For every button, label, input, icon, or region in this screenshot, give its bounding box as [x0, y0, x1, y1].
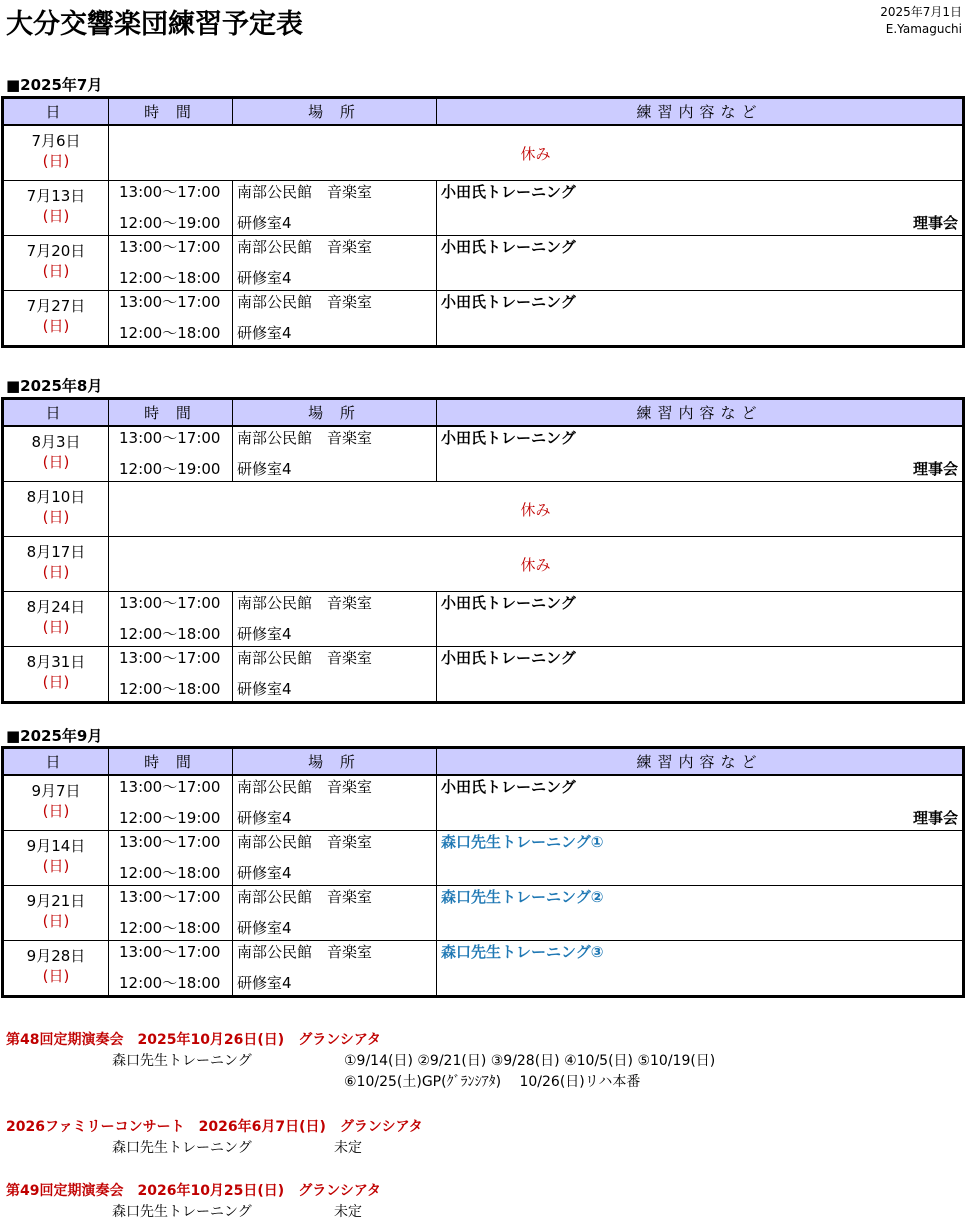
time-cell	[109, 236, 233, 291]
time-cell	[109, 886, 233, 941]
section-label: ■2025年8月	[6, 377, 103, 395]
date-text: 9月14日	[26, 837, 86, 855]
date-text: 7月20日	[26, 242, 86, 260]
training-text: 小田氏トレーニング	[441, 778, 576, 796]
training-text: 小田氏トレーニング	[441, 293, 576, 311]
rest-cell: 休み	[109, 482, 964, 537]
time-start: 13:00～17:00	[119, 238, 221, 256]
place-cell	[233, 181, 437, 236]
date-cell	[3, 537, 109, 592]
place-main: 南部公民館 音楽室	[237, 594, 373, 612]
content-cell	[437, 775, 964, 831]
date-text: 9月7日	[31, 782, 81, 800]
weekday-text: (日)	[42, 563, 70, 581]
date-text: 8月31日	[26, 653, 86, 671]
content-cell	[437, 647, 964, 703]
table-row	[3, 831, 964, 886]
time-start: 13:00～17:00	[119, 943, 221, 961]
date-cell	[3, 592, 109, 647]
time-start: 13:00～17:00	[119, 778, 221, 796]
schedule-table	[1, 746, 965, 998]
table-row	[3, 775, 964, 831]
rest-cell: 休み	[109, 537, 964, 592]
weekday-text: (日)	[42, 857, 70, 875]
place-main: 南部公民館 音楽室	[237, 888, 373, 906]
training-label: 森口先生トレーニング	[112, 1053, 252, 1069]
place-sub: 研修室4	[237, 214, 292, 232]
place-sub: 研修室4	[237, 864, 292, 882]
place-main: 南部公民館 音楽室	[237, 183, 373, 201]
content-cell	[437, 181, 964, 236]
time-start: 13:00～17:00	[119, 888, 221, 906]
date-text: 7月13日	[26, 187, 86, 205]
date-text: 8月3日	[31, 433, 81, 451]
training-text: 小田氏トレーニング	[441, 238, 576, 256]
time-second: 12:00～18:00	[119, 680, 221, 698]
author-name: E.Yamaguchi	[885, 22, 962, 36]
place-main: 南部公民館 音楽室	[237, 293, 373, 311]
time-second: 12:00～18:00	[119, 625, 221, 643]
table-header-row	[3, 399, 964, 427]
place-cell	[233, 886, 437, 941]
date-text: 9月28日	[26, 947, 86, 965]
weekday-text: (日)	[42, 802, 70, 820]
council-text: 理事会	[912, 809, 958, 827]
table-row	[3, 181, 964, 236]
table-row	[3, 647, 964, 703]
place-main: 南部公民館 音楽室	[237, 833, 373, 851]
header-content: 練習内容など	[437, 748, 964, 776]
time-start: 13:00～17:00	[119, 594, 221, 612]
date-cell	[3, 941, 109, 997]
time-cell	[109, 647, 233, 703]
time-start: 13:00～17:00	[119, 293, 221, 311]
training-text: 小田氏トレーニング	[441, 649, 576, 667]
place-sub: 研修室4	[237, 625, 292, 643]
header-time: 時 間	[109, 98, 233, 126]
content-cell	[437, 236, 964, 291]
training-text: 小田氏トレーニング	[441, 429, 576, 447]
council-text: 理事会	[912, 460, 958, 478]
issue-date: 2025年7月1日	[880, 5, 962, 19]
header-place: 場 所	[233, 399, 437, 427]
concert-title: 第48回定期演奏会 2025年10月26日(日) グランシアタ	[6, 1032, 381, 1048]
time-second: 12:00～18:00	[119, 974, 221, 992]
header-time: 時 間	[109, 399, 233, 427]
time-second: 12:00～18:00	[119, 919, 221, 937]
weekday-text: (日)	[42, 453, 70, 471]
training-text: 森口先生トレーニング③	[441, 943, 604, 961]
date-text: 9月21日	[26, 892, 86, 910]
table-header-row	[3, 98, 964, 126]
concert-title: 2026ファミリーコンサート 2026年6月7日(日) グランシアタ	[6, 1119, 423, 1135]
time-cell	[109, 426, 233, 482]
time-cell	[109, 831, 233, 886]
weekday-text: (日)	[42, 152, 70, 170]
header-place: 場 所	[233, 98, 437, 126]
training-label: 森口先生トレーニング	[112, 1140, 252, 1156]
header-day: 日	[3, 98, 109, 126]
table-row	[3, 125, 964, 181]
weekday-text: (日)	[42, 508, 70, 526]
training-text: 森口先生トレーニング②	[441, 888, 604, 906]
section-label: ■2025年7月	[6, 76, 103, 94]
place-cell	[233, 426, 437, 482]
place-cell	[233, 647, 437, 703]
concert-title: 第49回定期演奏会 2026年10月25日(日) グランシアタ	[6, 1183, 381, 1199]
content-cell	[437, 886, 964, 941]
table-row	[3, 592, 964, 647]
weekday-text: (日)	[42, 967, 70, 985]
header-place: 場 所	[233, 748, 437, 776]
place-sub: 研修室4	[237, 974, 292, 992]
time-cell	[109, 941, 233, 997]
weekday-text: (日)	[42, 262, 70, 280]
weekday-text: (日)	[42, 618, 70, 636]
weekday-text: (日)	[42, 317, 70, 335]
date-cell	[3, 831, 109, 886]
header-content: 練習内容など	[437, 98, 964, 126]
date-cell	[3, 236, 109, 291]
training-text: 小田氏トレーニング	[441, 594, 576, 612]
place-main: 南部公民館 音楽室	[237, 649, 373, 667]
training-schedule: 未定	[334, 1204, 362, 1220]
place-sub: 研修室4	[237, 919, 292, 937]
time-start: 13:00～17:00	[119, 649, 221, 667]
section-label: ■2025年9月	[6, 727, 103, 745]
date-cell	[3, 482, 109, 537]
time-second: 12:00～18:00	[119, 864, 221, 882]
place-main: 南部公民館 音楽室	[237, 778, 373, 796]
header-day: 日	[3, 748, 109, 776]
table-row	[3, 941, 964, 997]
place-main: 南部公民館 音楽室	[237, 429, 373, 447]
content-cell	[437, 831, 964, 886]
time-cell	[109, 181, 233, 236]
place-cell	[233, 592, 437, 647]
date-text: 7月6日	[31, 132, 81, 150]
time-cell	[109, 291, 233, 347]
place-cell	[233, 236, 437, 291]
time-second: 12:00～19:00	[119, 809, 221, 827]
place-cell	[233, 291, 437, 347]
date-text: 8月10日	[26, 488, 86, 506]
table-row	[3, 886, 964, 941]
content-cell	[437, 291, 964, 347]
time-second: 12:00～19:00	[119, 214, 221, 232]
date-cell	[3, 125, 109, 181]
training-schedule-extra: ⑥10/25(土)GP(ｸﾞﾗﾝｼｱﾀ) 10/26(日)リハ本番	[344, 1074, 641, 1090]
date-text: 8月17日	[26, 543, 86, 561]
schedule-table	[1, 397, 965, 704]
content-cell	[437, 592, 964, 647]
document-meta	[880, 4, 962, 38]
header-time: 時 間	[109, 748, 233, 776]
time-cell	[109, 775, 233, 831]
date-cell	[3, 181, 109, 236]
training-schedule: 未定	[334, 1140, 362, 1156]
date-cell	[3, 647, 109, 703]
table-row	[3, 236, 964, 291]
place-main: 南部公民館 音楽室	[237, 238, 373, 256]
weekday-text: (日)	[42, 673, 70, 691]
weekday-text: (日)	[42, 207, 70, 225]
place-cell	[233, 775, 437, 831]
time-start: 13:00～17:00	[119, 833, 221, 851]
table-row	[3, 482, 964, 537]
table-row	[3, 426, 964, 482]
place-cell	[233, 941, 437, 997]
time-start: 13:00～17:00	[119, 429, 221, 447]
place-sub: 研修室4	[237, 809, 292, 827]
date-cell	[3, 291, 109, 347]
time-second: 12:00～18:00	[119, 269, 221, 287]
table-header-row	[3, 748, 964, 776]
date-cell	[3, 775, 109, 831]
training-text: 森口先生トレーニング①	[441, 833, 604, 851]
time-second: 12:00～18:00	[119, 324, 221, 342]
training-text: 小田氏トレーニング	[441, 183, 576, 201]
place-sub: 研修室4	[237, 324, 292, 342]
header-day: 日	[3, 399, 109, 427]
date-text: 8月24日	[26, 598, 86, 616]
training-schedule: ①9/14(日) ②9/21(日) ③9/28(日) ④10/5(日) ⑤10/19(日)	[344, 1053, 716, 1069]
date-text: 7月27日	[26, 297, 86, 315]
time-second: 12:00～19:00	[119, 460, 221, 478]
weekday-text: (日)	[42, 912, 70, 930]
date-cell	[3, 886, 109, 941]
place-sub: 研修室4	[237, 680, 292, 698]
place-cell	[233, 831, 437, 886]
time-cell	[109, 592, 233, 647]
content-cell	[437, 941, 964, 997]
table-row	[3, 291, 964, 347]
schedule-table	[1, 96, 965, 348]
council-text: 理事会	[912, 214, 958, 232]
date-cell	[3, 426, 109, 482]
header-content: 練習内容など	[437, 399, 964, 427]
table-row	[3, 537, 964, 592]
content-cell	[437, 426, 964, 482]
time-start: 13:00～17:00	[119, 183, 221, 201]
rest-cell: 休み	[109, 125, 964, 181]
place-sub: 研修室4	[237, 460, 292, 478]
training-label: 森口先生トレーニング	[112, 1204, 252, 1220]
place-main: 南部公民館 音楽室	[237, 943, 373, 961]
page-title: 大分交響楽団練習予定表	[6, 9, 303, 40]
place-sub: 研修室4	[237, 269, 292, 287]
